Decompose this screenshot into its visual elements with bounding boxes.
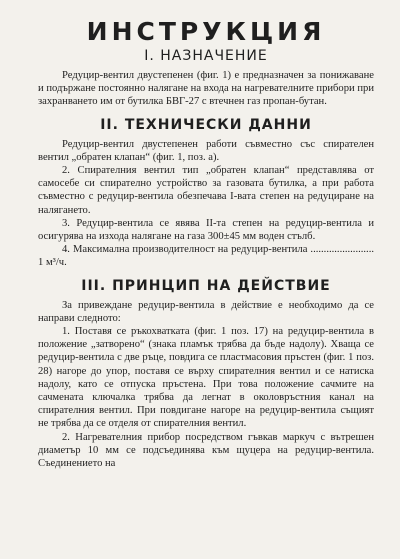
tech-paragraph-4: 4. Максимална производителност на редуцир-вентила ........................ 1 м³/ч. <box>38 244 374 269</box>
operation-intro: За привеждане редуцир-вентила в действие е необходимо да се направи следното: <box>38 299 374 324</box>
operation-paragraph-2: 2. Нагревателния прибор посредством гъвкав маркуч с вътрешен диаметър 10 мм се подсъединява към щуцера на редуцир-вентила. Съединението на <box>38 431 374 470</box>
section-heading-technical-data: II. ТЕХНИЧЕСКИ ДАННИ <box>100 116 312 133</box>
section-heading-purpose: I. НАЗНАЧЕНИЕ <box>144 48 268 64</box>
operation-paragraph-1: 1. Поставя се ръкохватката (фиг. 1 поз. 17) на редуцир-вентила в положение „затворено“ (знака пламък трябва да бъде надолу). Хваща се редуцир-вентила с две ръце, повдига се пластмасовия пръстен (фиг. 1 поз. 28) нагоре до упор, поставя се върху спирателния вентил и се натиска надолу, като се отпуска пръстена. При това положение сачмите на сачмената ключалка трябва да легнат в околовръстния канал на спирателния вентил. При повдигане нагоре на редуцир-вентила същият не трябва да се отделя от спирателния вентил. <box>38 326 374 430</box>
purpose-paragraph: Редуцир-вентил двустепенен (фиг. 1) е предназначен за понижаване и подържане постоянно налягане на входа на нагревателните прибори при захранването им от бутилка БВГ-27 с втечнен газ пропан-бутан. <box>38 70 374 108</box>
section-heading-operation: III. ПРИНЦИП НА ДЕЙСТВИЕ <box>81 277 331 294</box>
tech-paragraph-1: Редуцир-вентил двустепенен работи съвместно със спирателен вентил „обратен клапан“ (фиг. 1, поз. а). <box>38 138 374 163</box>
tech-paragraph-3: 3. Редуцир-вентила се явява II-та степен на редуцир-вентила и осигурява на изхода налягане на газа 300±45 мм воден стълб. <box>38 217 374 243</box>
tech-paragraph-2: 2. Спирателния вентил тип „обратен клапан“ представлява от самосебе си спирателно устройство за газовата бутилка, а при работа съвместно с редуцир-вентила обезпечава I-вата степен на редуциране на налягането. <box>38 165 374 216</box>
document-title: ИНСТРУКЦИЯ <box>86 17 326 46</box>
